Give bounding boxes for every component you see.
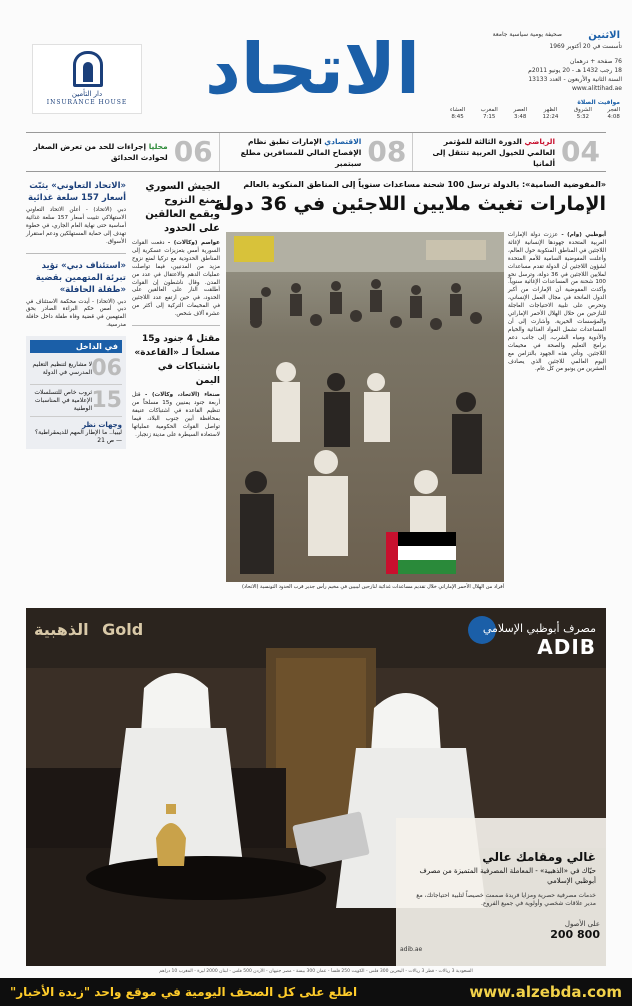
- views-title: وجهات نظر: [82, 421, 122, 430]
- gold-brand: [34, 620, 143, 639]
- syria-column: [132, 180, 220, 440]
- teaser-local[interactable]: [26, 133, 219, 171]
- teaser-text: الإمارات تطبق نظام الإفصاح المالي للمسافرين مطلع سبتمبر: [240, 136, 362, 168]
- syria-text: دفعت القوات السورية أمس بتعزيزات عسكرية إلى المناطق الحدودية مع تركيا لمنع نزوح مزيد من المدنيين، فيما تواصلت عمليات الدهم والاعتقال في عدد من المدن. وقال ناشطون إن القوات أطلقت النار على العالقين على الحدود، في حين ارتفع عدد اللاجئين في المخيمات التركية إلى أكثر من عشرة آلاف شخص.: [132, 240, 220, 318]
- ad-subheadline: حيّاك في «الذهبية» - المعاملة المصرفية المتميزة من مصرف أبوظبي الإسلامي: [419, 867, 596, 885]
- prayer-cell: الشروق 5:32: [573, 107, 592, 120]
- prayer-cell: العشاء 8:45: [450, 107, 466, 120]
- insurance-logo-icon: [73, 51, 103, 87]
- insurance-name-en: INSURANCE HOUSE: [46, 99, 128, 106]
- prayer-title: مواقيت الصلاة: [577, 99, 620, 106]
- ad-url[interactable]: adib.ae: [400, 946, 423, 953]
- photo-caption: أفراد من الهلال الأحمر الإماراتي خلال تقديم مساعدات غذائية لنازحين ليبيين في مخيم رأس جدير قرب الحدود التونسية (الاتحاد): [241, 584, 504, 590]
- left-column: [26, 180, 126, 449]
- inside-text: ثروب خاص للتسلسلات الإعلامية في المناسبات الوطنية: [34, 388, 92, 412]
- coop-headline[interactable]: «الاتحاد التعاوني» يثبّت أسعار 157 سلعة غذائية: [27, 181, 126, 203]
- syria-headline[interactable]: الجيش السوري يمنع النزوح ويقمع العالقين على الحدود: [145, 181, 220, 234]
- prayer-cell: المغرب 7:15: [480, 107, 498, 120]
- teaser-section: الرياضي: [524, 136, 556, 146]
- adib-name-en: ADIB: [537, 635, 596, 659]
- teaser-sports[interactable]: [412, 133, 606, 171]
- lead-body: [508, 232, 606, 374]
- inside-item[interactable]: [30, 353, 122, 385]
- lead-headline[interactable]: الإمارات تغيث ملايين اللاجئين في 36 دولة: [213, 193, 606, 215]
- price-bar: السعودية 3 ريالات - قطر 3 ريالات - البحرين 300 فلس - الكويت 250 فلساً - عمان 300 بيسة - مصر جنيهان - الأردن 500 فلس - لبنان 2000 ليرة - المغرب 10 دراهم: [159, 969, 473, 974]
- masthead-logo[interactable]: الاتحاد: [204, 28, 420, 110]
- teaser-bar: [26, 132, 606, 172]
- pages-price: 76 صفحة + درهمان: [569, 58, 622, 65]
- teaser-text: إجراءات للحد من تعرض الصغار لحوادث الحدائق: [33, 142, 168, 162]
- lead-kicker: «المفوضية السامية»: بالدولة ترسل 100 شحنة مساعدات سنوياً إلى المناطق المنكوبة بالعالم: [243, 180, 606, 189]
- teaser-page-number: 06: [173, 135, 213, 168]
- contact-phone[interactable]: 800 200: [550, 928, 600, 941]
- court-headline[interactable]: «استئناف دبي» تؤيد تبرئة المتهمين بقضية «طفلة الحافلة»: [35, 260, 126, 295]
- issue-date: 18 رجب 1432 هـ - 20 يونيو 2011م: [528, 67, 622, 74]
- ad-body: خدمات مصرفية حصرية ومزايا فريدة صممت خصيصاً لتلبية احتياجاتك، مع مدير علاقات شخصي وأولوية في جميع الفروع.: [416, 892, 596, 907]
- refugee-aid-photo-illustration: [226, 232, 504, 582]
- ad-contact: [520, 920, 600, 941]
- adib-name-ar: مصرف أبوظبي الإسلامي: [482, 622, 596, 635]
- teaser-page-number: 08: [367, 135, 407, 168]
- issue-number: السنة الثانية والأربعون - العدد 13133: [528, 76, 622, 83]
- founded-date: تأسست في 20 أكتوبر 1969: [549, 43, 622, 50]
- gold-ar: الذهبية: [34, 620, 89, 639]
- prayer-cell: العصر 3:48: [513, 107, 527, 120]
- masthead-info: [462, 42, 622, 93]
- ad-photo-illustration: [26, 608, 606, 966]
- lead-text: عززت دولة الإمارات العربية المتحدة جهودها الإنسانية لإغاثة اللاجئين في المناطق المنكوبة حول العالم، وأعلنت المفوضية السامية للأمم المتحدة لشؤون اللاجئين أن الدولة تقدم مساعدات لملايين اللاجئين في 36 دولة، وترسل نحو 100 شحنة من المساعدات الإغاثية سنوياً. وأكدت المفوضية أن الإمارات من أكبر الدول المانحة في مجال العمل الإنساني، وتحرص على تلبية الاحتياجات العاجلة للنازحين من خلال الهلال الأحمر الإماراتي والمؤسسات الخيرية. وأشارت إلى أن المساعدات تشمل المواد الغذائية والخيام والأدوية ومياه الشرب، إلى جانب دعم برامج التعليم والصحة في مخيمات اللاجئين. وتأتي هذه الجهود بالتزامن مع اليوم العالمي للاجئين الذي يصادف العشرين من يونيو من كل عام.: [508, 232, 606, 373]
- inside-box: [26, 336, 126, 449]
- site-url[interactable]: www.alittihad.ae: [571, 85, 622, 92]
- lead-dateline: أبوظبي (وام) -: [561, 232, 607, 238]
- yemen-dateline: صنعاء (الاتحاد، وكالات) -: [145, 392, 221, 399]
- inside-text: لا مشاريع لتنظيم التعليم المدرسي في الدولة: [32, 360, 92, 376]
- teaser-section: محليا: [148, 142, 168, 151]
- banner-url[interactable]: www.alzebda.com: [469, 983, 622, 1001]
- yemen-text: قتل أربعة جنود يمنيين و15 مسلحاً من تنظيم القاعدة في اشتباكات عنيفة بمحافظة أبين جنوب البلاد، فيما تواصل القوات الحكومية عملياتها لاستعادة السيطرة على مدينة زنجبار.: [132, 392, 221, 438]
- alzebda-banner[interactable]: [0, 978, 632, 1006]
- teaser-text: الدورة الثالثة للمؤتمر العالمي للخيول العربية تنتقل إلى ألمانيا: [432, 136, 556, 168]
- banner-text: اطلع على كل الصحف اليومية في موقع واحد "زبدة الأخبار": [10, 985, 358, 999]
- court-text: دبي (الاتحاد) - أيدت محكمة الاستئناف في دبي أمس حكم البراءة الصادر بحق المتهمين في قضية وفاة طفلة داخل حافلة مدرسية.: [26, 298, 126, 329]
- gold-en: Gold: [102, 620, 144, 639]
- slogan: صحيفة يومية سياسية جامعة: [492, 31, 562, 38]
- lead-photo: [226, 232, 504, 582]
- divider: [132, 325, 220, 326]
- adib-gold-ad[interactable]: [26, 608, 606, 966]
- inside-page-number: 15: [91, 388, 122, 414]
- ad-copy: [410, 850, 596, 908]
- inside-title: في الداخل: [30, 340, 122, 353]
- prayer-times: [450, 107, 620, 121]
- insurance-name-ar: دار التأمين: [71, 90, 103, 98]
- contact-label: على الأصول: [564, 920, 600, 928]
- divider: [26, 253, 126, 254]
- inside-item[interactable]: [30, 385, 122, 417]
- adib-brand: [483, 622, 596, 659]
- inside-page-number: 06: [91, 356, 122, 382]
- teaser-economy[interactable]: [219, 133, 413, 171]
- coop-text: دبي (الاتحاد) - أعلن الاتحاد التعاوني الاستهلاكي تثبيت أسعار 157 سلعة غذائية أساسية حتى نهاية العام الجاري، في خطوة تهدف إلى حماية المستهلكين ودعم استقرار الأسواق.: [26, 207, 127, 245]
- insurance-house-ad[interactable]: [32, 44, 142, 114]
- yemen-headline[interactable]: مقتل 4 جنود و15 مسلحاً لـ «القاعدة» باشتباكات في اليمن: [134, 334, 220, 387]
- day-label: الاثنين: [588, 30, 620, 41]
- teaser-page-number: 04: [561, 135, 600, 168]
- teaser-section: الاقتصادي: [324, 136, 362, 146]
- prayer-cell: الفجر 4:08: [607, 107, 620, 120]
- prayer-cell: الظهر 12:24: [542, 107, 559, 120]
- syria-dateline: عواصم (وكالات) -: [167, 240, 221, 246]
- views-text[interactable]: ليبيا.. ما الإطار المهم للديمقراطية؟ — ص 21: [35, 429, 122, 445]
- ad-headline: غالي ومقامك عالي: [482, 850, 596, 864]
